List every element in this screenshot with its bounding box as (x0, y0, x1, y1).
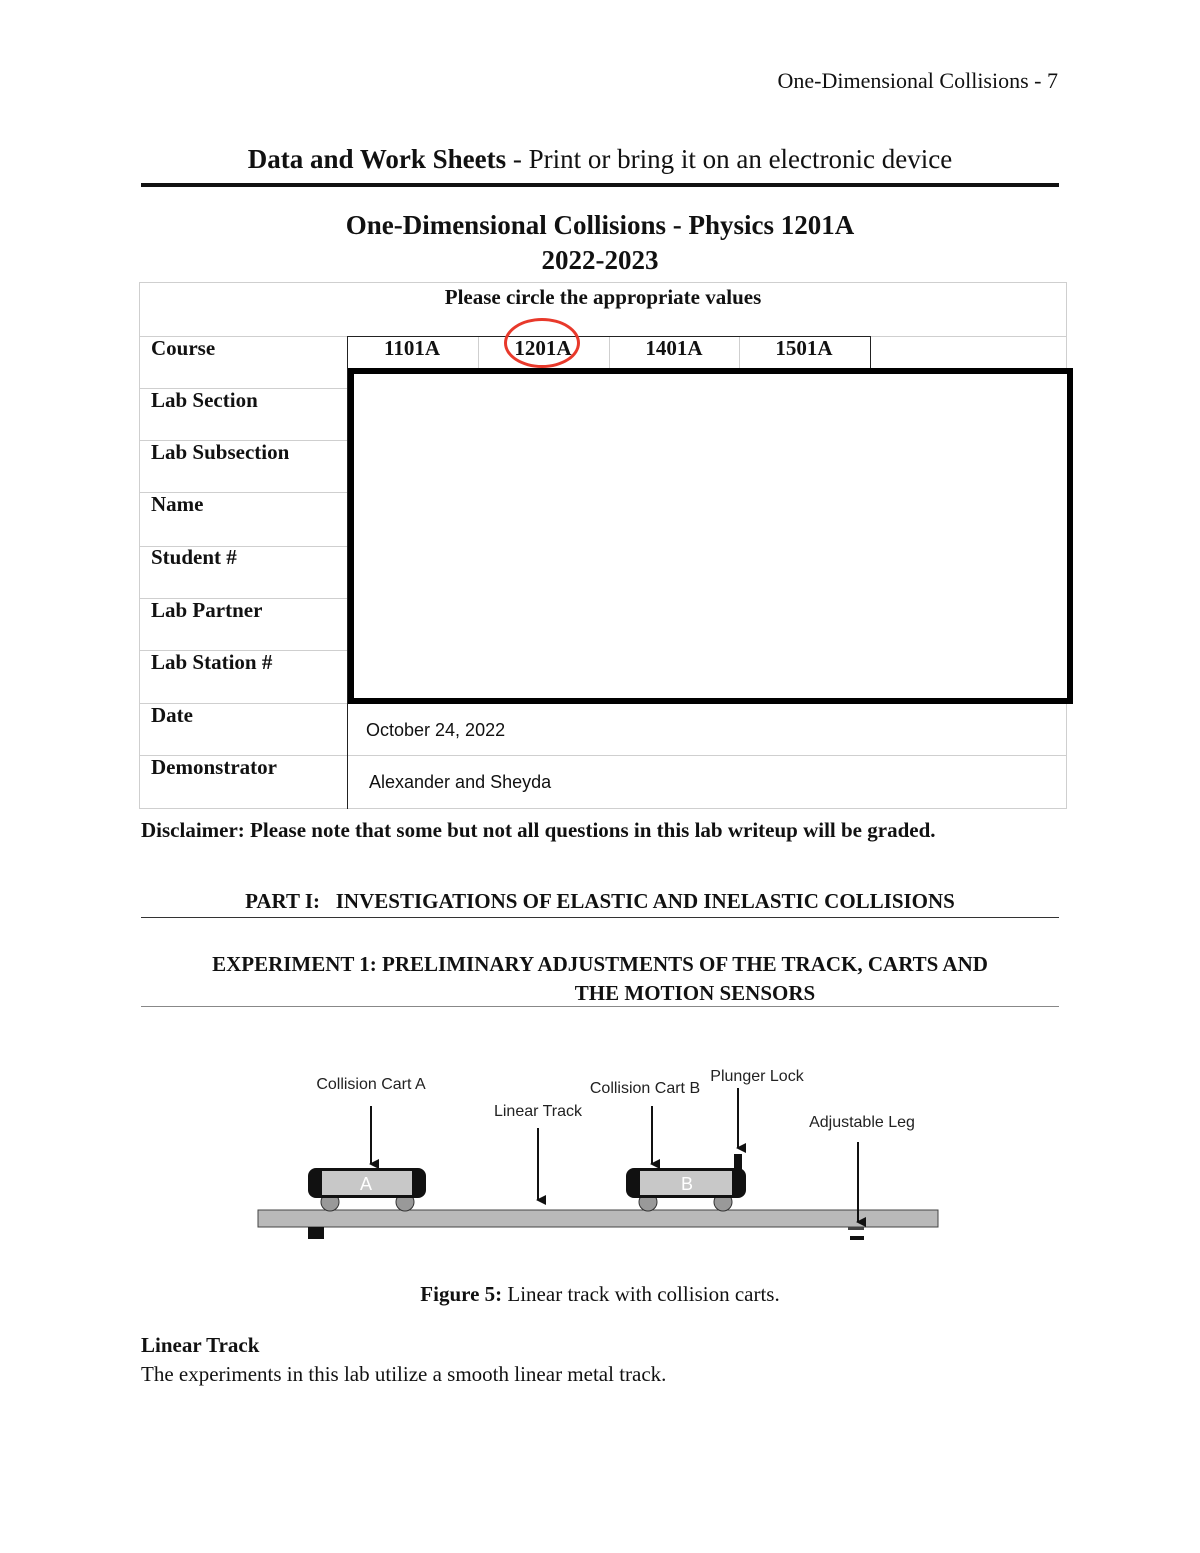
figure-caption-label: Figure 5: (420, 1282, 503, 1306)
title-rule (141, 183, 1059, 187)
demonstrator-value[interactable]: Alexander and Sheyda (369, 772, 552, 792)
course-option-1101a[interactable]: 1101A (383, 336, 440, 360)
label-linear-track: Linear Track (493, 1103, 583, 1120)
form-instruction: Please circle the appropriate values (444, 285, 762, 309)
date-label: Date (151, 703, 193, 727)
student-number-label: Student # (151, 545, 237, 569)
date-value[interactable]: October 24, 2022 (366, 720, 506, 740)
lab-station-label: Lab Station # (151, 650, 273, 674)
page-header: One-Dimensional Collisions - 7 (777, 68, 1058, 93)
cart-a-letter: A (359, 1174, 373, 1194)
figure-caption (140, 1282, 1060, 1307)
part-heading-rule (141, 917, 1059, 918)
redaction-box (348, 368, 1073, 704)
table-border-bottom (139, 808, 1067, 809)
section-heading: Linear Track (141, 1333, 260, 1357)
collision-cart-b (626, 1154, 746, 1211)
course-option-1401a[interactable]: 1401A (645, 336, 703, 360)
info-form-table (139, 282, 1067, 809)
lab-partner-label: Lab Partner (151, 598, 263, 622)
selected-course-circle (504, 318, 580, 368)
label-adjustable-leg: Adjustable Leg (809, 1114, 915, 1131)
sheet-title-bold: Data and Work Sheets (247, 144, 507, 174)
experiment-heading-line1: EXPERIMENT 1: PRELIMINARY ADJUSTMENTS OF THE TRACK, CARTS AND (212, 952, 988, 976)
document-title-line1: One-Dimensional Collisions - Physics 1201A (345, 210, 855, 240)
experiment-heading-line2: THE MOTION SENSORS (574, 981, 816, 1005)
part-heading: PART I: INVESTIGATIONS OF ELASTIC AND INELASTIC COLLISIONS (245, 889, 955, 913)
linear-track-figure (240, 1050, 960, 1260)
lab-subsection-label: Lab Subsection (151, 440, 290, 464)
document-title (140, 208, 1060, 278)
course-option-1201a[interactable]: 1201A (514, 336, 572, 360)
disclaimer: Disclaimer: Please note that some but not all questions in this lab writeup will be graded. (141, 818, 936, 842)
experiment-heading (140, 950, 1060, 1008)
course-cell-divider (870, 336, 871, 368)
table-border-top (139, 282, 1067, 283)
linear-track-bar (258, 1210, 938, 1227)
adjustable-leg-foot (850, 1236, 864, 1240)
lab-section-label: Lab Section (151, 388, 258, 412)
demonstrator-label: Demonstrator (151, 755, 277, 779)
experiment-heading-rule (141, 1006, 1059, 1007)
collision-cart-a (308, 1168, 426, 1211)
body-paragraph: The experiments in this lab utilize a smooth linear metal track. (141, 1362, 667, 1386)
figure-caption-text: Linear track with collision carts. (502, 1282, 780, 1306)
sheet-title (140, 144, 1060, 175)
label-collision-cart-a: Collision Cart A (316, 1076, 426, 1093)
adjustable-leg-stem (848, 1227, 864, 1230)
track-foot (308, 1227, 324, 1239)
plunger-lock-shape (734, 1154, 742, 1170)
cart-b-letter: B (680, 1174, 694, 1194)
course-option-1501a[interactable]: 1501A (775, 336, 833, 360)
document-title-line2: 2022-2023 (541, 245, 659, 275)
sheet-title-rest: - Print or bring it on an electronic device (506, 144, 953, 174)
table-border-left (139, 282, 140, 809)
course-label: Course (151, 336, 216, 360)
table-row-divider (139, 755, 1067, 756)
label-collision-cart-b: Collision Cart B (589, 1080, 701, 1097)
label-plunger-lock: Plunger Lock (710, 1068, 804, 1085)
name-label: Name (151, 492, 204, 516)
